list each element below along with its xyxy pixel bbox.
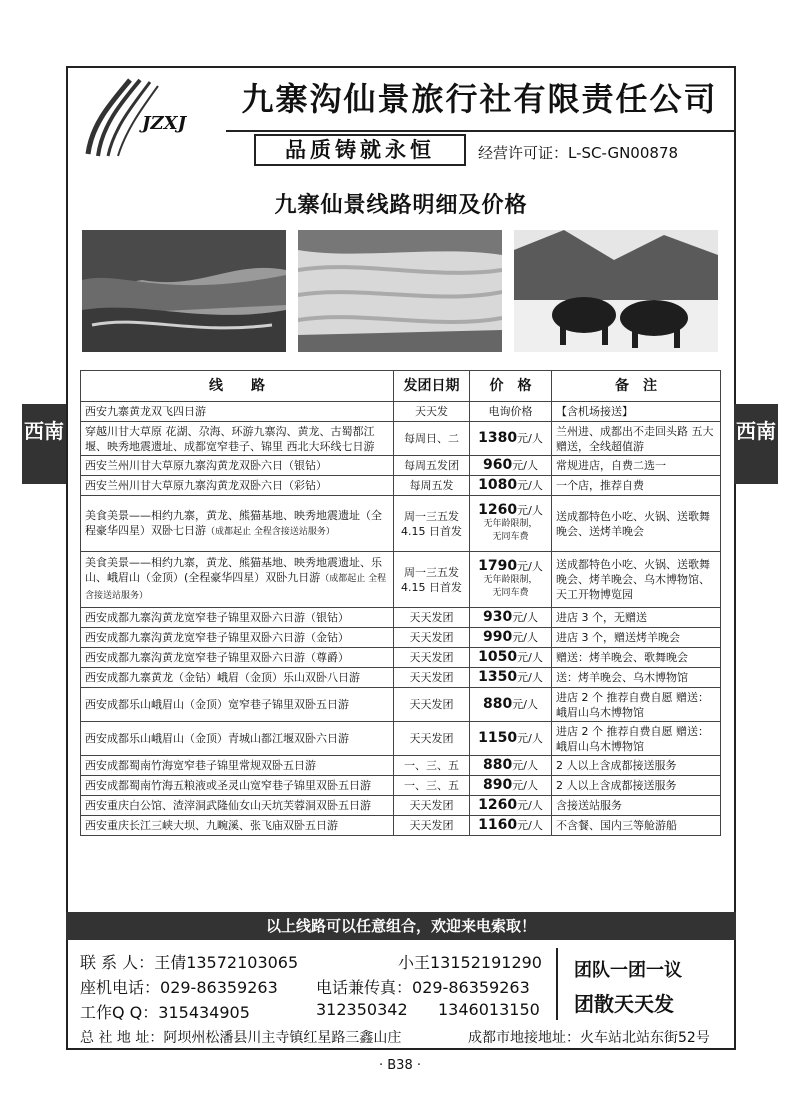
route-cell: 美食美景——相约九寨，黄龙、熊猫基地、映秀地震遗址（全程豪华四星）双卧七日游（成都起止 全程含接送站服务） [81, 496, 394, 552]
price-cell: 1050元/人 [470, 648, 552, 668]
route-cell: 西安兰州川甘大草原九寨沟黄龙双卧六日（彩钻） [81, 476, 394, 496]
note-cell: 含接送站服务 [552, 796, 721, 816]
combination-banner: 以上线路可以任意组合，欢迎来电索取！ [66, 912, 736, 940]
price-cell: 930元/人 [470, 608, 552, 628]
date-cell: 天天发 [394, 402, 470, 422]
note-cell: 进店 3 个，赠送烤羊晚会 [552, 628, 721, 648]
table-row [81, 456, 721, 476]
date-cell: 天天发团 [394, 608, 470, 628]
table-row [81, 402, 721, 422]
route-cell: 西安成都九寨沟黄龙宽窄巷子锦里双卧六日游（尊爵） [81, 648, 394, 668]
date-cell: 周一三五发 4.15 日首发 [394, 552, 470, 608]
route-cell: 西安重庆长江三峡大坝、九畹溪、张飞庙双卧五日游 [81, 816, 394, 836]
date-cell: 天天发团 [394, 796, 470, 816]
date-cell: 一、三、五 [394, 756, 470, 776]
table-header-row [81, 371, 721, 402]
qq-number-3: 1346013150 [438, 1000, 540, 1019]
date-cell: 每周五发团 [394, 456, 470, 476]
note-cell: 【含机场接送】 [552, 402, 721, 422]
date-cell: 每周日、二 [394, 422, 470, 456]
date-cell: 天天发团 [394, 722, 470, 756]
price-cell: 960元/人 [470, 456, 552, 476]
region-tab-left: 西南 [22, 404, 66, 484]
table-row [81, 796, 721, 816]
table-row [81, 756, 721, 776]
price-cell: 1260元/人 无年龄限制， 无同车费 [470, 496, 552, 552]
table-row [81, 422, 721, 456]
group-policy [556, 948, 728, 1020]
group-line-1: 团队一团一议 [574, 960, 682, 981]
col-header-route: 线 路 [81, 371, 394, 402]
hq-address: 总 社 地 址：阿坝州松潘县川主寺镇红星路三鑫山庄 [80, 1030, 402, 1046]
note-cell: 不含餐、国内三等舱游船 [552, 816, 721, 836]
price-cell: 990元/人 [470, 628, 552, 648]
table-row [81, 476, 721, 496]
route-section-title: 九寨仙景线路明细及价格 [274, 193, 528, 218]
table-row [81, 688, 721, 722]
fax-phone: 电话兼传真：029-86359263 [316, 978, 530, 997]
date-cell: 天天发团 [394, 648, 470, 668]
company-name: 九寨沟仙景旅行社有限责任公司 [241, 80, 718, 118]
terrace-photo [298, 230, 502, 352]
date-cell: 天天发团 [394, 816, 470, 836]
note-cell: 一个店，推荐自费 [552, 476, 721, 496]
note-cell: 兰州进、成都出不走回头路 五大赠送，全线超值游 [552, 422, 721, 456]
license-number: 经营许可证：L-SC-GN00878 [478, 144, 679, 162]
note-cell: 2 人以上含成都接送服务 [552, 756, 721, 776]
route-cell: 西安成都九寨沟黄龙宽窄巷子锦里双卧六日游（金钻） [81, 628, 394, 648]
col-header-date: 发团日期 [394, 371, 470, 402]
price-cell: 电询价格 [470, 402, 552, 422]
route-cell: 西安重庆白公馆、渣滓洞武隆仙女山天坑芙蓉洞双卧五日游 [81, 796, 394, 816]
route-price-table [80, 370, 721, 836]
group-line-2: 团散天天发 [574, 992, 674, 1016]
region-tab-right: 西南 [734, 404, 778, 484]
note-cell: 进店 2 个 推荐自费自愿 赠送：峨眉山乌木博物馆 [552, 688, 721, 722]
date-cell: 每周五发 [394, 476, 470, 496]
date-cell: 周一三五发 4.15 日首发 [394, 496, 470, 552]
header-divider [226, 130, 734, 132]
route-cell: 穿越川甘大草原 花湖、尕海、环游九寨沟、黄龙、古蜀都江堰、映秀地震遗址、成都宽窄巷子、锦里 西北大环线七日游 [81, 422, 394, 456]
price-cell: 880元/人 [470, 688, 552, 722]
col-header-price: 价 格 [470, 371, 552, 402]
route-cell: 西安成都乐山峨眉山（金顶）宽窄巷子锦里双卧五日游 [81, 688, 394, 722]
note-cell: 赠送：烤羊晚会、歌舞晚会 [552, 648, 721, 668]
price-cell: 1790元/人 无年龄限制， 无同车费 [470, 552, 552, 608]
lake-photo [82, 230, 286, 352]
route-cell: 西安成都乐山峨眉山（金顶）青城山都江堰双卧六日游 [81, 722, 394, 756]
note-cell: 进店 2 个 推荐自费自愿 赠送：峨眉山乌木博物馆 [552, 722, 721, 756]
date-cell: 天天发团 [394, 668, 470, 688]
price-cell: 1160元/人 [470, 816, 552, 836]
date-cell: 天天发团 [394, 688, 470, 722]
yak-photo [514, 230, 718, 352]
price-cell: 890元/人 [470, 776, 552, 796]
route-cell: 西安成都九寨黄龙（金钻）峨眉（金顶）乐山双卧八日游 [81, 668, 394, 688]
price-cell: 1260元/人 [470, 796, 552, 816]
note-cell: 送成都特色小吃、火锅、送歌舞晚会、送烤羊晚会 [552, 496, 721, 552]
table-row [81, 628, 721, 648]
note-cell: 送：烤羊晚会、乌木博物馆 [552, 668, 721, 688]
price-cell: 1080元/人 [470, 476, 552, 496]
route-cell: 西安九寨黄龙双飞四日游 [81, 402, 394, 422]
note-cell: 2 人以上含成都接送服务 [552, 776, 721, 796]
table-row [81, 496, 721, 552]
route-cell: 西安兰州川甘大草原九寨沟黄龙双卧六日（银钻） [81, 456, 394, 476]
contact-person: 联 系 人：王倩13572103065 [80, 953, 299, 972]
route-cell: 西安成都九寨沟黄龙宽窄巷子锦里双卧六日游（银钻） [81, 608, 394, 628]
route-cell: 西安成都蜀南竹海宽窄巷子锦里常规双卧五日游 [81, 756, 394, 776]
note-cell: 常规进店，自费二选一 [552, 456, 721, 476]
price-cell: 1150元/人 [470, 722, 552, 756]
qq-number-2: 312350342 [316, 1000, 408, 1019]
date-cell: 一、三、五 [394, 776, 470, 796]
table-row [81, 722, 721, 756]
table-row [81, 816, 721, 836]
date-cell: 天天发团 [394, 628, 470, 648]
landline-phone: 座机电话：029-86359263 [80, 978, 278, 997]
table-row [81, 648, 721, 668]
note-cell: 送成都特色小吃、火锅、送歌舞晚会、烤羊晚会、乌木博物馆、天工开物博览园 [552, 552, 721, 608]
table-row [81, 552, 721, 608]
col-header-note: 备 注 [552, 371, 721, 402]
route-cell: 美食美景——相约九寨，黄龙、熊猫基地、映秀地震遗址、乐山、峨眉山（金顶）(全程豪华四星）双卧九日游（成都起止 全程含接送站服务） [81, 552, 394, 608]
slogan: 品质铸就永恒 [254, 134, 466, 166]
page-number: · B38 · [379, 1058, 421, 1073]
note-cell: 进店 3 个，无赠送 [552, 608, 721, 628]
table-row [81, 608, 721, 628]
route-cell: 西安成都蜀南竹海五粮液或圣灵山宽窄巷子锦里双卧五日游 [81, 776, 394, 796]
price-cell: 1350元/人 [470, 668, 552, 688]
price-cell: 880元/人 [470, 756, 552, 776]
company-logo [80, 74, 220, 164]
table-row [81, 776, 721, 796]
qq-numbers: 工作Q Q：315434905 [80, 1003, 250, 1022]
contact-person-2: 小王13152191290 [398, 953, 542, 972]
logo-text: JZXJ [142, 113, 187, 134]
chengdu-address: 成都市地接地址：火车站北站东街52号 [468, 1030, 710, 1046]
price-cell: 1380元/人 [470, 422, 552, 456]
table-row [81, 668, 721, 688]
